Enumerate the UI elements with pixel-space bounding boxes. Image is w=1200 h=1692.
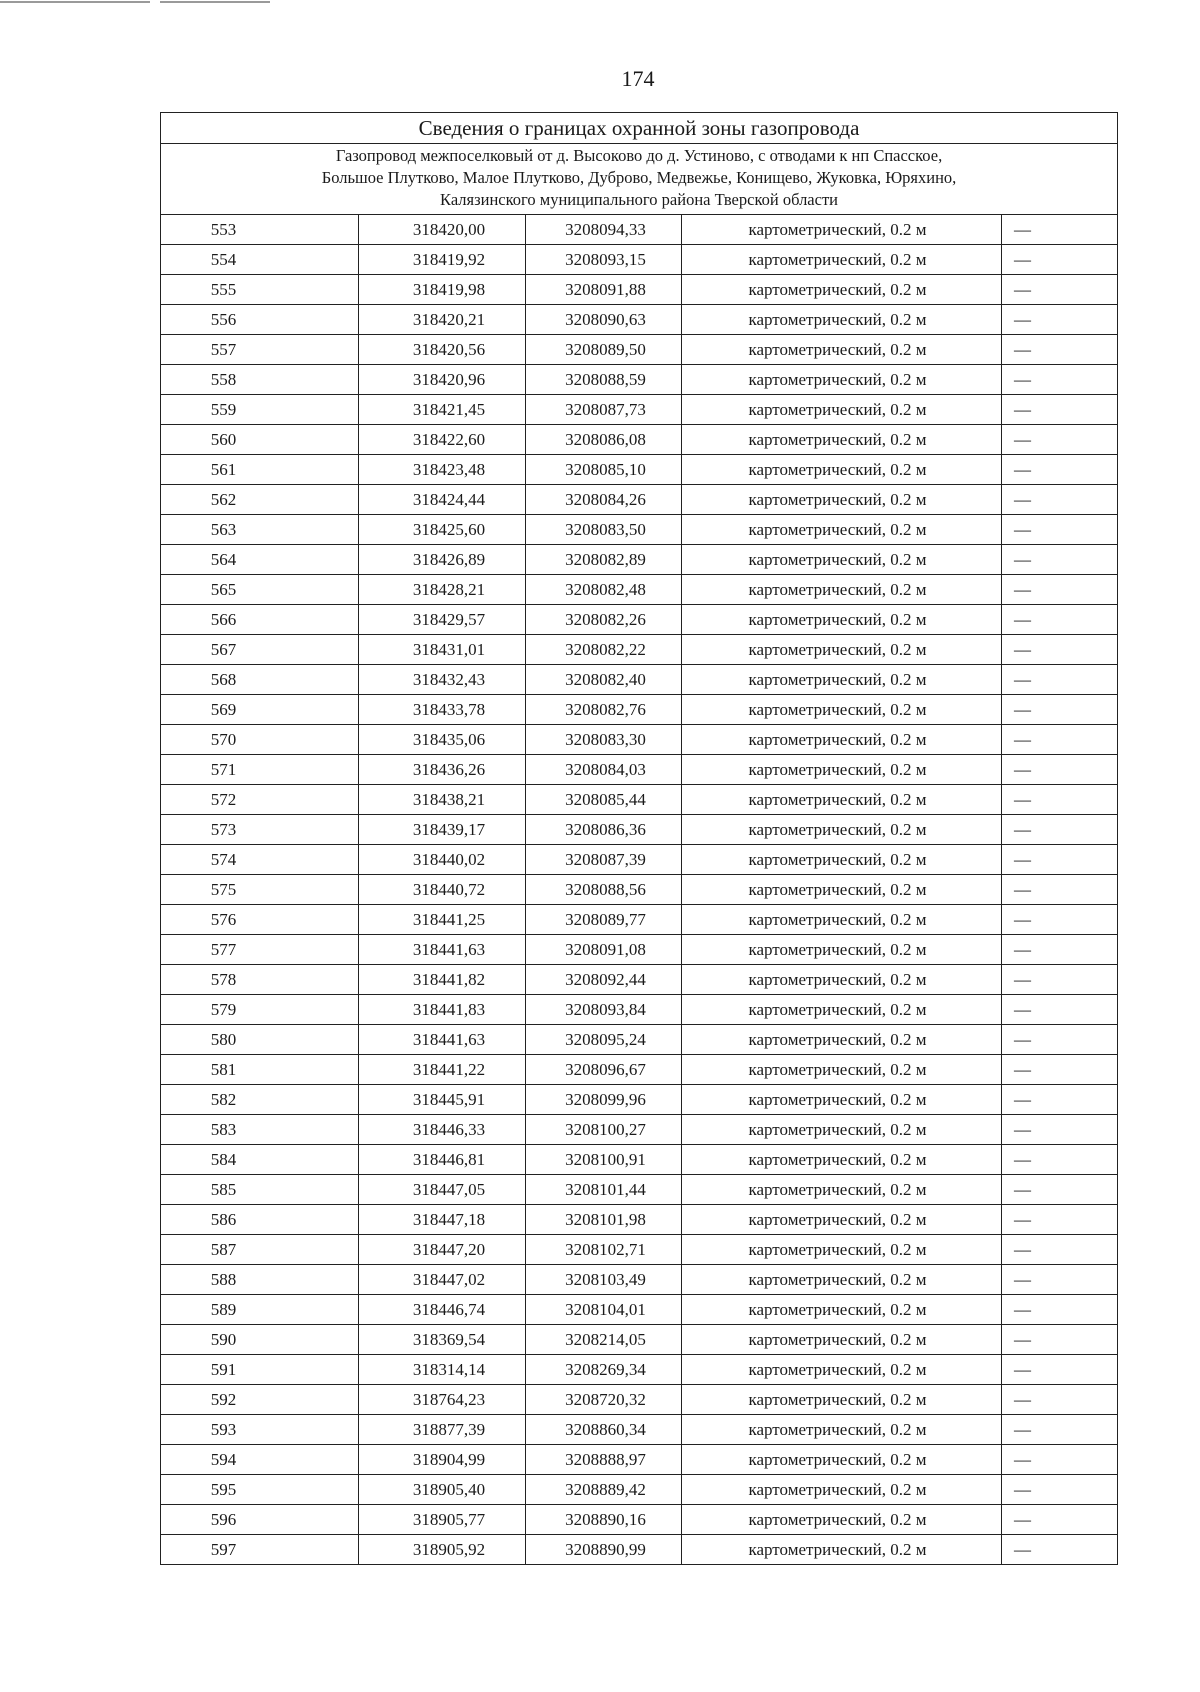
determination-method-cell: картометрический, 0.2 м xyxy=(682,215,1002,245)
coordinate-y-cell: 3208086,36 xyxy=(526,815,682,845)
protection-zone-boundary-table xyxy=(160,112,1118,1565)
table-row xyxy=(161,965,1118,995)
coordinate-y-cell: 3208082,89 xyxy=(526,545,682,575)
coordinate-x-cell: 318904,99 xyxy=(359,1445,526,1475)
point-number-cell: 592 xyxy=(161,1385,359,1415)
coordinate-x-cell: 318441,22 xyxy=(359,1055,526,1085)
table-row xyxy=(161,845,1118,875)
accuracy-note-cell: — xyxy=(1002,335,1118,365)
coordinate-y-cell: 3208860,34 xyxy=(526,1415,682,1445)
coordinate-x-cell: 318432,43 xyxy=(359,665,526,695)
coordinate-y-cell: 3208089,77 xyxy=(526,905,682,935)
coordinate-y-cell: 3208091,88 xyxy=(526,275,682,305)
determination-method-cell: картометрический, 0.2 м xyxy=(682,425,1002,455)
table-row xyxy=(161,515,1118,545)
accuracy-note-cell: — xyxy=(1002,1475,1118,1505)
point-number-cell: 582 xyxy=(161,1085,359,1115)
pipeline-description xyxy=(161,144,1118,215)
table-row xyxy=(161,485,1118,515)
table-row xyxy=(161,1145,1118,1175)
determination-method-cell: картометрический, 0.2 м xyxy=(682,1085,1002,1115)
coordinate-y-cell: 3208088,59 xyxy=(526,365,682,395)
coordinate-y-cell: 3208093,15 xyxy=(526,245,682,275)
accuracy-note-cell: — xyxy=(1002,1415,1118,1445)
accuracy-note-cell: — xyxy=(1002,845,1118,875)
accuracy-note-cell: — xyxy=(1002,1235,1118,1265)
accuracy-note-cell: — xyxy=(1002,215,1118,245)
accuracy-note-cell: — xyxy=(1002,455,1118,485)
coordinate-y-cell: 3208101,98 xyxy=(526,1205,682,1235)
coordinate-y-cell: 3208091,08 xyxy=(526,935,682,965)
accuracy-note-cell: — xyxy=(1002,545,1118,575)
determination-method-cell: картометрический, 0.2 м xyxy=(682,455,1002,485)
determination-method-cell: картометрический, 0.2 м xyxy=(682,1265,1002,1295)
point-number-cell: 553 xyxy=(161,215,359,245)
coordinate-x-cell: 318420,56 xyxy=(359,335,526,365)
table-row xyxy=(161,395,1118,425)
coordinate-y-cell: 3208088,56 xyxy=(526,875,682,905)
accuracy-note-cell: — xyxy=(1002,425,1118,455)
determination-method-cell: картометрический, 0.2 м xyxy=(682,665,1002,695)
coordinate-x-cell: 318905,77 xyxy=(359,1505,526,1535)
accuracy-note-cell: — xyxy=(1002,575,1118,605)
coordinate-x-cell: 318440,02 xyxy=(359,845,526,875)
table-row xyxy=(161,425,1118,455)
point-number-cell: 555 xyxy=(161,275,359,305)
determination-method-cell: картометрический, 0.2 м xyxy=(682,1505,1002,1535)
table-row xyxy=(161,1325,1118,1355)
accuracy-note-cell: — xyxy=(1002,605,1118,635)
coordinate-x-cell: 318423,48 xyxy=(359,455,526,485)
accuracy-note-cell: — xyxy=(1002,305,1118,335)
point-number-cell: 554 xyxy=(161,245,359,275)
determination-method-cell: картометрический, 0.2 м xyxy=(682,275,1002,305)
table-row xyxy=(161,275,1118,305)
coordinate-x-cell: 318447,18 xyxy=(359,1205,526,1235)
determination-method-cell: картометрический, 0.2 м xyxy=(682,605,1002,635)
determination-method-cell: картометрический, 0.2 м xyxy=(682,875,1002,905)
determination-method-cell: картометрический, 0.2 м xyxy=(682,515,1002,545)
coordinate-y-cell: 3208082,76 xyxy=(526,695,682,725)
point-number-cell: 597 xyxy=(161,1535,359,1565)
point-number-cell: 565 xyxy=(161,575,359,605)
point-number-cell: 575 xyxy=(161,875,359,905)
coordinate-y-cell: 3208083,30 xyxy=(526,725,682,755)
table-title: Сведения о границах охранной зоны газопровода xyxy=(161,113,1118,144)
coordinate-x-cell: 318441,83 xyxy=(359,995,526,1025)
point-number-cell: 596 xyxy=(161,1505,359,1535)
coordinate-x-cell: 318419,98 xyxy=(359,275,526,305)
table-row xyxy=(161,365,1118,395)
coordinate-x-cell: 318877,39 xyxy=(359,1415,526,1445)
point-number-cell: 563 xyxy=(161,515,359,545)
coordinate-y-cell: 3208888,97 xyxy=(526,1445,682,1475)
coordinate-y-cell: 3208090,63 xyxy=(526,305,682,335)
point-number-cell: 590 xyxy=(161,1325,359,1355)
coordinate-y-cell: 3208089,50 xyxy=(526,335,682,365)
coordinate-x-cell: 318426,89 xyxy=(359,545,526,575)
table-row xyxy=(161,1535,1118,1565)
table-row xyxy=(161,245,1118,275)
accuracy-note-cell: — xyxy=(1002,905,1118,935)
accuracy-note-cell: — xyxy=(1002,665,1118,695)
coordinate-y-cell: 3208099,96 xyxy=(526,1085,682,1115)
determination-method-cell: картометрический, 0.2 м xyxy=(682,905,1002,935)
accuracy-note-cell: — xyxy=(1002,1175,1118,1205)
coordinate-y-cell: 3208269,34 xyxy=(526,1355,682,1385)
table-row xyxy=(161,605,1118,635)
determination-method-cell: картометрический, 0.2 м xyxy=(682,1445,1002,1475)
determination-method-cell: картометрический, 0.2 м xyxy=(682,635,1002,665)
page-number: 174 xyxy=(621,66,655,91)
coordinate-x-cell: 318429,57 xyxy=(359,605,526,635)
determination-method-cell: картометрический, 0.2 м xyxy=(682,935,1002,965)
coordinate-x-cell: 318905,40 xyxy=(359,1475,526,1505)
determination-method-cell: картометрический, 0.2 м xyxy=(682,1055,1002,1085)
accuracy-note-cell: — xyxy=(1002,1355,1118,1385)
accuracy-note-cell: — xyxy=(1002,365,1118,395)
table-subtitle-row xyxy=(161,144,1118,215)
coordinate-y-cell: 3208720,32 xyxy=(526,1385,682,1415)
determination-method-cell: картометрический, 0.2 м xyxy=(682,1355,1002,1385)
coordinate-y-cell: 3208087,73 xyxy=(526,395,682,425)
point-number-cell: 572 xyxy=(161,785,359,815)
table-row xyxy=(161,1205,1118,1235)
determination-method-cell: картометрический, 0.2 м xyxy=(682,695,1002,725)
coordinate-y-cell: 3208082,48 xyxy=(526,575,682,605)
pipeline-description-line: Калязинского муниципального района Тверской области xyxy=(440,190,838,209)
accuracy-note-cell: — xyxy=(1002,695,1118,725)
table-row xyxy=(161,1415,1118,1445)
table-row xyxy=(161,665,1118,695)
determination-method-cell: картометрический, 0.2 м xyxy=(682,785,1002,815)
accuracy-note-cell: — xyxy=(1002,1505,1118,1535)
coordinate-x-cell: 318441,82 xyxy=(359,965,526,995)
accuracy-note-cell: — xyxy=(1002,635,1118,665)
accuracy-note-cell: — xyxy=(1002,965,1118,995)
coordinate-y-cell: 3208100,27 xyxy=(526,1115,682,1145)
coordinate-y-cell: 3208093,84 xyxy=(526,995,682,1025)
coordinate-y-cell: 3208096,67 xyxy=(526,1055,682,1085)
coordinate-x-cell: 318446,81 xyxy=(359,1145,526,1175)
determination-method-cell: картометрический, 0.2 м xyxy=(682,1115,1002,1145)
accuracy-note-cell: — xyxy=(1002,875,1118,905)
table-row xyxy=(161,1385,1118,1415)
coordinate-x-cell: 318447,02 xyxy=(359,1265,526,1295)
table-row xyxy=(161,575,1118,605)
determination-method-cell: картометрический, 0.2 м xyxy=(682,575,1002,605)
coordinate-x-cell: 318314,14 xyxy=(359,1355,526,1385)
point-number-cell: 560 xyxy=(161,425,359,455)
coordinate-y-cell: 3208103,49 xyxy=(526,1265,682,1295)
determination-method-cell: картометрический, 0.2 м xyxy=(682,305,1002,335)
accuracy-note-cell: — xyxy=(1002,1325,1118,1355)
point-number-cell: 591 xyxy=(161,1355,359,1385)
table-row xyxy=(161,725,1118,755)
point-number-cell: 595 xyxy=(161,1475,359,1505)
coordinate-y-cell: 3208085,10 xyxy=(526,455,682,485)
accuracy-note-cell: — xyxy=(1002,1025,1118,1055)
determination-method-cell: картометрический, 0.2 м xyxy=(682,245,1002,275)
coordinate-x-cell: 318420,21 xyxy=(359,305,526,335)
coordinate-x-cell: 318435,06 xyxy=(359,725,526,755)
determination-method-cell: картометрический, 0.2 м xyxy=(682,755,1002,785)
coordinate-x-cell: 318421,45 xyxy=(359,395,526,425)
accuracy-note-cell: — xyxy=(1002,485,1118,515)
determination-method-cell: картометрический, 0.2 м xyxy=(682,845,1002,875)
table-row xyxy=(161,1475,1118,1505)
accuracy-note-cell: — xyxy=(1002,1205,1118,1235)
table-row xyxy=(161,1505,1118,1535)
coordinate-x-cell: 318446,33 xyxy=(359,1115,526,1145)
point-number-cell: 588 xyxy=(161,1265,359,1295)
determination-method-cell: картометрический, 0.2 м xyxy=(682,965,1002,995)
coordinate-y-cell: 3208082,26 xyxy=(526,605,682,635)
point-number-cell: 562 xyxy=(161,485,359,515)
table-row xyxy=(161,545,1118,575)
point-number-cell: 574 xyxy=(161,845,359,875)
accuracy-note-cell: — xyxy=(1002,245,1118,275)
accuracy-note-cell: — xyxy=(1002,1295,1118,1325)
coordinate-x-cell: 318424,44 xyxy=(359,485,526,515)
table-row xyxy=(161,875,1118,905)
point-number-cell: 570 xyxy=(161,725,359,755)
point-number-cell: 559 xyxy=(161,395,359,425)
accuracy-note-cell: — xyxy=(1002,515,1118,545)
coordinate-y-cell: 3208214,05 xyxy=(526,1325,682,1355)
accuracy-note-cell: — xyxy=(1002,1385,1118,1415)
determination-method-cell: картометрический, 0.2 м xyxy=(682,1535,1002,1565)
point-number-cell: 558 xyxy=(161,365,359,395)
determination-method-cell: картометрический, 0.2 м xyxy=(682,1235,1002,1265)
coordinate-y-cell: 3208100,91 xyxy=(526,1145,682,1175)
determination-method-cell: картометрический, 0.2 м xyxy=(682,1205,1002,1235)
table-row xyxy=(161,755,1118,785)
coordinate-x-cell: 318433,78 xyxy=(359,695,526,725)
point-number-cell: 577 xyxy=(161,935,359,965)
coordinate-y-cell: 3208095,24 xyxy=(526,1025,682,1055)
point-number-cell: 576 xyxy=(161,905,359,935)
point-number-cell: 557 xyxy=(161,335,359,365)
determination-method-cell: картометрический, 0.2 м xyxy=(682,815,1002,845)
coordinate-x-cell: 318441,63 xyxy=(359,1025,526,1055)
table-row xyxy=(161,1295,1118,1325)
determination-method-cell: картометрический, 0.2 м xyxy=(682,1415,1002,1445)
coordinate-x-cell: 318905,92 xyxy=(359,1535,526,1565)
determination-method-cell: картометрический, 0.2 м xyxy=(682,1295,1002,1325)
table-row xyxy=(161,935,1118,965)
coordinate-x-cell: 318439,17 xyxy=(359,815,526,845)
coordinate-x-cell: 318438,21 xyxy=(359,785,526,815)
accuracy-note-cell: — xyxy=(1002,395,1118,425)
coordinate-x-cell: 318446,74 xyxy=(359,1295,526,1325)
table-row xyxy=(161,785,1118,815)
scan-edge-mark xyxy=(0,1,150,3)
coordinate-x-cell: 318428,21 xyxy=(359,575,526,605)
determination-method-cell: картометрический, 0.2 м xyxy=(682,365,1002,395)
accuracy-note-cell: — xyxy=(1002,725,1118,755)
coordinate-y-cell: 3208889,42 xyxy=(526,1475,682,1505)
table-title-row xyxy=(161,113,1118,144)
point-number-cell: 587 xyxy=(161,1235,359,1265)
coordinate-y-cell: 3208094,33 xyxy=(526,215,682,245)
point-number-cell: 584 xyxy=(161,1145,359,1175)
table-row xyxy=(161,1265,1118,1295)
accuracy-note-cell: — xyxy=(1002,1265,1118,1295)
table-row xyxy=(161,1115,1118,1145)
coordinate-y-cell: 3208102,71 xyxy=(526,1235,682,1265)
determination-method-cell: картометрический, 0.2 м xyxy=(682,1385,1002,1415)
coordinate-y-cell: 3208092,44 xyxy=(526,965,682,995)
point-number-cell: 594 xyxy=(161,1445,359,1475)
point-number-cell: 569 xyxy=(161,695,359,725)
coordinate-x-cell: 318447,20 xyxy=(359,1235,526,1265)
coordinate-y-cell: 3208086,08 xyxy=(526,425,682,455)
point-number-cell: 556 xyxy=(161,305,359,335)
determination-method-cell: картометрический, 0.2 м xyxy=(682,545,1002,575)
determination-method-cell: картометрический, 0.2 м xyxy=(682,1145,1002,1175)
coordinate-x-cell: 318419,92 xyxy=(359,245,526,275)
coordinate-y-cell: 3208104,01 xyxy=(526,1295,682,1325)
coordinate-y-cell: 3208087,39 xyxy=(526,845,682,875)
point-number-cell: 585 xyxy=(161,1175,359,1205)
coordinate-x-cell: 318369,54 xyxy=(359,1325,526,1355)
coordinate-x-cell: 318447,05 xyxy=(359,1175,526,1205)
coordinate-y-cell: 3208082,40 xyxy=(526,665,682,695)
coordinate-x-cell: 318422,60 xyxy=(359,425,526,455)
accuracy-note-cell: — xyxy=(1002,1055,1118,1085)
table-row xyxy=(161,815,1118,845)
point-number-cell: 578 xyxy=(161,965,359,995)
table-row xyxy=(161,995,1118,1025)
determination-method-cell: картометрический, 0.2 м xyxy=(682,1025,1002,1055)
determination-method-cell: картометрический, 0.2 м xyxy=(682,335,1002,365)
table-row xyxy=(161,215,1118,245)
coordinate-x-cell: 318425,60 xyxy=(359,515,526,545)
accuracy-note-cell: — xyxy=(1002,995,1118,1025)
coordinate-x-cell: 318440,72 xyxy=(359,875,526,905)
scan-edge-mark xyxy=(160,1,270,3)
table-row xyxy=(161,695,1118,725)
point-number-cell: 579 xyxy=(161,995,359,1025)
table-row xyxy=(161,1175,1118,1205)
coordinate-x-cell: 318441,25 xyxy=(359,905,526,935)
point-number-cell: 589 xyxy=(161,1295,359,1325)
table-row xyxy=(161,1445,1118,1475)
table-row xyxy=(161,1235,1118,1265)
point-number-cell: 593 xyxy=(161,1415,359,1445)
accuracy-note-cell: — xyxy=(1002,275,1118,305)
table-row xyxy=(161,1085,1118,1115)
accuracy-note-cell: — xyxy=(1002,935,1118,965)
coordinate-y-cell: 3208084,26 xyxy=(526,485,682,515)
table-row xyxy=(161,1355,1118,1385)
coordinate-y-cell: 3208101,44 xyxy=(526,1175,682,1205)
point-number-cell: 571 xyxy=(161,755,359,785)
accuracy-note-cell: — xyxy=(1002,1115,1118,1145)
point-number-cell: 586 xyxy=(161,1205,359,1235)
accuracy-note-cell: — xyxy=(1002,785,1118,815)
point-number-cell: 561 xyxy=(161,455,359,485)
coordinate-y-cell: 3208084,03 xyxy=(526,755,682,785)
determination-method-cell: картометрический, 0.2 м xyxy=(682,1325,1002,1355)
pipeline-description-line: Большое Плутково, Малое Плутково, Дуброво, Медвежье, Конищево, Жуковка, Юряхино, xyxy=(321,168,957,187)
coordinate-x-cell: 318441,63 xyxy=(359,935,526,965)
coordinate-x-cell: 318436,26 xyxy=(359,755,526,785)
accuracy-note-cell: — xyxy=(1002,1445,1118,1475)
pipeline-description-line: Газопровод межпоселковый от д. Высоково до д. Устиново, с отводами к нп Спасское, xyxy=(335,146,943,165)
determination-method-cell: картометрический, 0.2 м xyxy=(682,1175,1002,1205)
coordinate-y-cell: 3208890,16 xyxy=(526,1505,682,1535)
coordinate-x-cell: 318420,00 xyxy=(359,215,526,245)
determination-method-cell: картометрический, 0.2 м xyxy=(682,725,1002,755)
accuracy-note-cell: — xyxy=(1002,755,1118,785)
point-number-cell: 583 xyxy=(161,1115,359,1145)
determination-method-cell: картометрический, 0.2 м xyxy=(682,485,1002,515)
table-row xyxy=(161,1055,1118,1085)
point-number-cell: 564 xyxy=(161,545,359,575)
point-number-cell: 567 xyxy=(161,635,359,665)
determination-method-cell: картометрический, 0.2 м xyxy=(682,1475,1002,1505)
coordinate-x-cell: 318431,01 xyxy=(359,635,526,665)
point-number-cell: 568 xyxy=(161,665,359,695)
point-number-cell: 573 xyxy=(161,815,359,845)
coordinate-y-cell: 3208083,50 xyxy=(526,515,682,545)
coordinate-y-cell: 3208890,99 xyxy=(526,1535,682,1565)
coordinate-x-cell: 318764,23 xyxy=(359,1385,526,1415)
table-row xyxy=(161,1025,1118,1055)
determination-method-cell: картометрический, 0.2 м xyxy=(682,995,1002,1025)
table-row xyxy=(161,455,1118,485)
point-number-cell: 566 xyxy=(161,605,359,635)
table-row xyxy=(161,635,1118,665)
accuracy-note-cell: — xyxy=(1002,1085,1118,1115)
accuracy-note-cell: — xyxy=(1002,1535,1118,1565)
table-row xyxy=(161,335,1118,365)
coordinate-y-cell: 3208082,22 xyxy=(526,635,682,665)
coordinate-x-cell: 318420,96 xyxy=(359,365,526,395)
coordinate-y-cell: 3208085,44 xyxy=(526,785,682,815)
point-number-cell: 580 xyxy=(161,1025,359,1055)
table-row xyxy=(161,305,1118,335)
point-number-cell: 581 xyxy=(161,1055,359,1085)
table-row xyxy=(161,905,1118,935)
accuracy-note-cell: — xyxy=(1002,815,1118,845)
accuracy-note-cell: — xyxy=(1002,1145,1118,1175)
determination-method-cell: картометрический, 0.2 м xyxy=(682,395,1002,425)
coordinate-x-cell: 318445,91 xyxy=(359,1085,526,1115)
